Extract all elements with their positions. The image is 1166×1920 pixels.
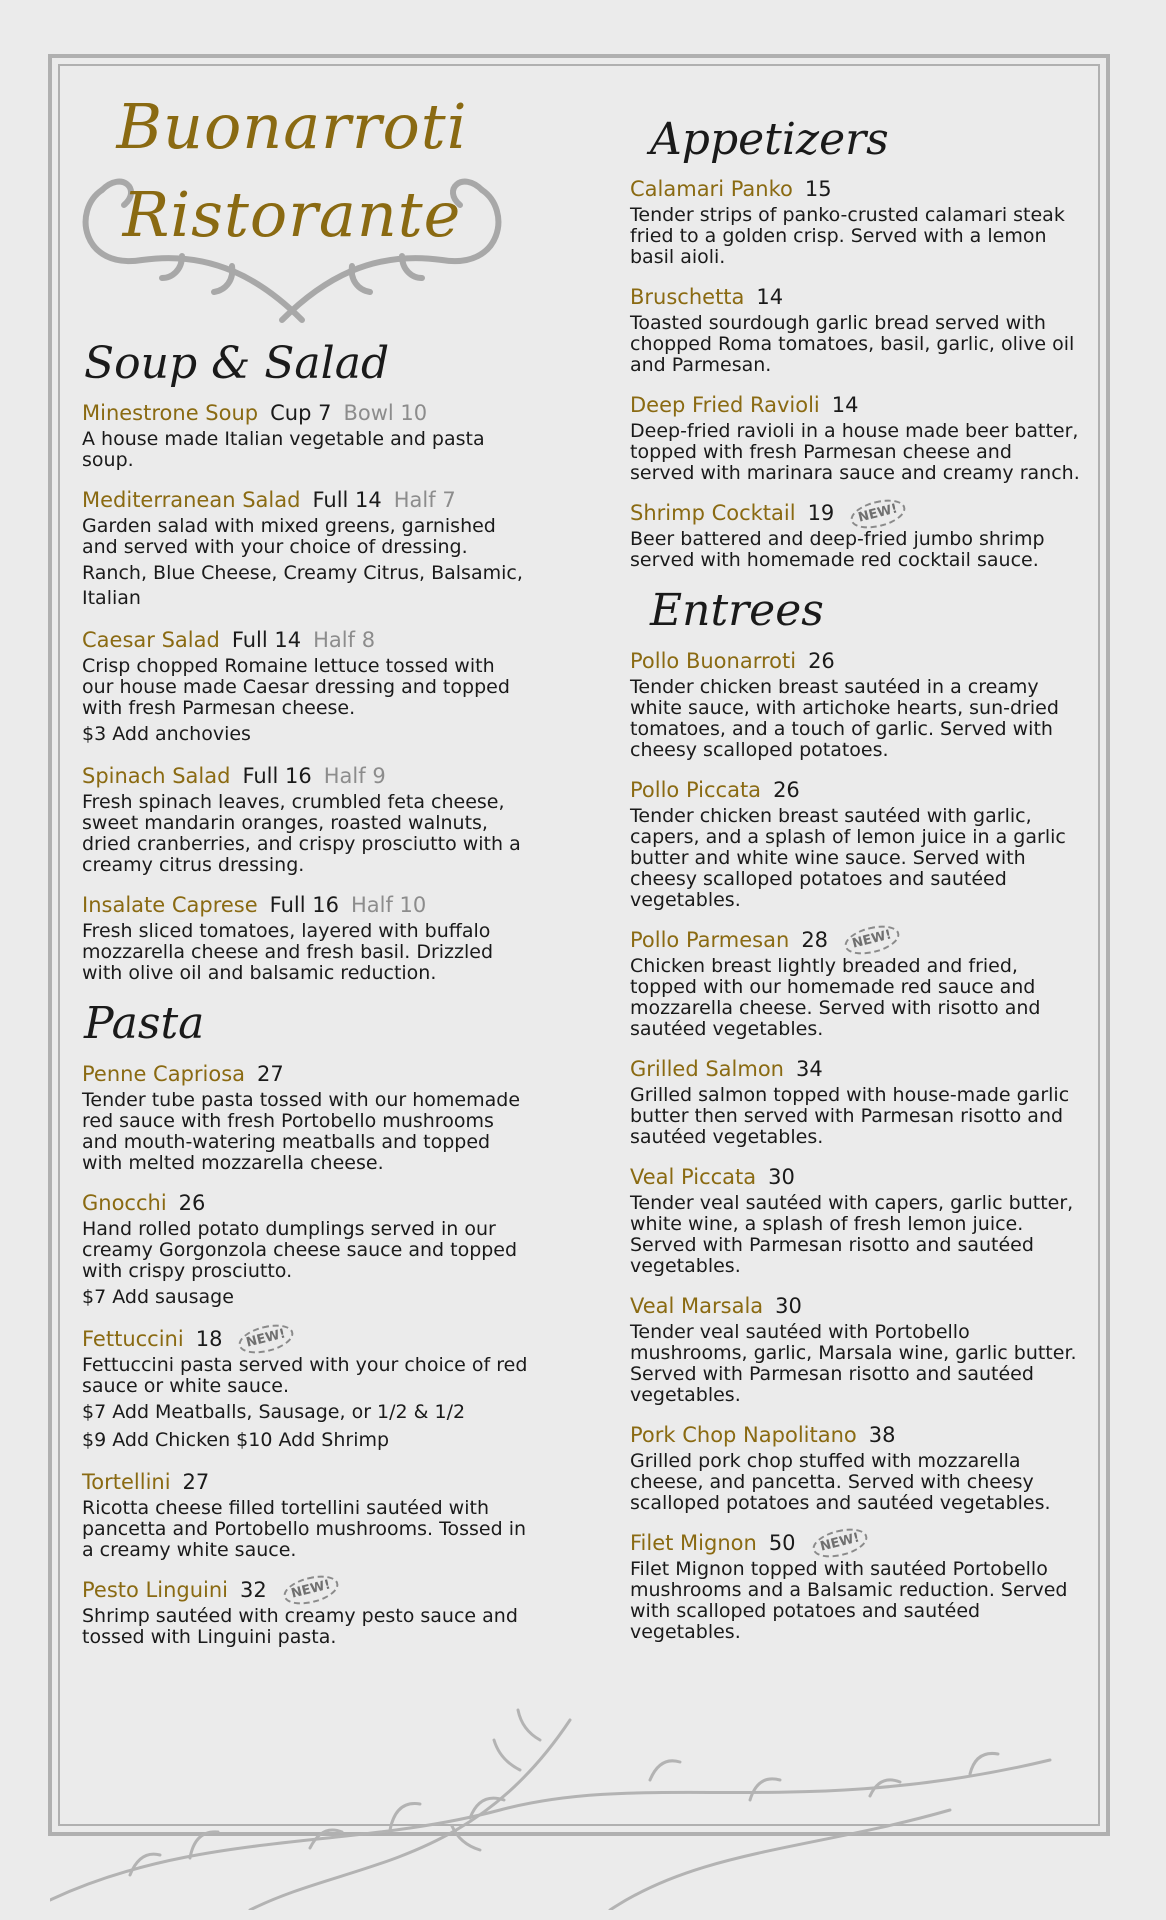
item-name: Deep Fried Ravioli [630, 393, 820, 418]
item-price: 27 [182, 1469, 210, 1494]
item-price: Full 16 [242, 764, 312, 789]
list-item [82, 1326, 532, 1453]
item-price: 27 [257, 1061, 284, 1086]
soup-salad-list [82, 400, 532, 984]
item-description: Shrimp sautéed with creamy pesto sauce and tossed with Linguini pasta. [82, 1604, 518, 1648]
item-price: 50 [768, 1530, 796, 1555]
list-item [82, 892, 532, 984]
item-name: Gnocchi [82, 1190, 167, 1215]
item-extra: $3 Add anchovies [82, 723, 251, 746]
item-description: Grilled pork chop stuffed with mozzarella cheese, and pancetta. Served with cheesy scalloped potatoes and sautéed vegetables. [630, 1449, 1051, 1514]
left-column [82, 90, 532, 1664]
item-description: A house made Italian vegetable and pasta soup. [82, 428, 485, 472]
item-description: Hand rolled potato dumplings served in our creamy Gorgonzola cheese sauce and topped with crispy prosciutto. [82, 1217, 518, 1282]
item-description: Tender strips of panko-crusted calamari steak fried to a golden crisp. Served with a lemon basil aioli. [630, 204, 1065, 269]
item-price: Full 14 [312, 488, 382, 513]
item-description: Filet Mignon topped with sautéed Portobello mushrooms and a Balsamic reduction. Served with scalloped potatoes and sautéed vegetables. [630, 1557, 1068, 1643]
list-item [82, 400, 532, 471]
item-description: Tender veal sautéed with capers, garlic butter, white wine, a splash of fresh lemon juice. Served with Parmesan risotto and sautéed vegetables. [630, 1191, 1074, 1277]
item-name: Caesar Salad [82, 628, 220, 653]
new-badge: NEW! [236, 1320, 297, 1359]
item-description: Grilled salmon topped with house-made garlic butter then served with Parmesan risotto and sautéed vegetables. [630, 1083, 1070, 1148]
list-item [82, 1190, 532, 1310]
item-price-secondary: Half 7 [393, 488, 456, 513]
item-name: Minestrone Soup [82, 401, 259, 426]
item-price-secondary: Half 9 [323, 764, 386, 789]
item-extra: $7 Add sausage [82, 1285, 234, 1308]
item-price: 26 [773, 777, 800, 802]
list-item [82, 1577, 532, 1648]
new-badge: NEW! [842, 921, 903, 960]
item-description: Fresh spinach leaves, crumbled feta cheese, sweet mandarin oranges, roasted walnuts, dried cranberries, and crispy prosciutto with a creamy citrus dressing. [82, 791, 521, 877]
item-name: Penne Capriosa [82, 1061, 246, 1086]
item-name: Pollo Buonarroti [630, 648, 797, 673]
item-price: 28 [801, 927, 829, 952]
item-name: Pollo Parmesan [630, 927, 790, 952]
item-name: Filet Mignon [630, 1530, 757, 1555]
list-item [630, 927, 1080, 1040]
list-item [630, 284, 1080, 376]
list-item [630, 500, 1080, 571]
item-price: 30 [775, 1293, 802, 1318]
item-description: Tender chicken breast sautéed with garlic, capers, and a splash of lemon juice in a garlic butter and white wine sauce. Served with cheesy scalloped potatoes and sautéed vegetables. [630, 804, 1066, 911]
item-name: Pollo Piccata [630, 777, 762, 802]
item-name: Shrimp Cocktail [630, 501, 796, 526]
restaurant-logo [62, 90, 522, 340]
item-price: 38 [868, 1422, 896, 1447]
pasta-list [82, 1061, 532, 1648]
item-description: Toasted sourdough garlic bread served with chopped Roma tomatoes, basil, garlic, olive oil and Parmesan. [630, 312, 1075, 377]
item-name: Grilled Salmon [630, 1056, 784, 1081]
list-item [82, 487, 532, 611]
section-title-entrees: Entrees [650, 585, 824, 637]
entrees-list [630, 648, 1080, 1643]
item-price: 14 [831, 393, 859, 418]
item-name: Pesto Linguini [82, 1577, 228, 1602]
item-description: Crisp chopped Romaine lettuce tossed with our house made Caesar dressing and topped with fresh Parmesan cheese. [82, 655, 510, 720]
brand-name-line2: Ristorante [122, 178, 462, 251]
brand-name-line1: Buonarroti [116, 90, 468, 163]
section-title-appetizers: Appetizers [650, 114, 889, 165]
item-description: Tender chicken breast sautéed in a creamy white sauce, with artichoke hearts, sun-dried tomatoes, and a touch of garlic. Served with cheesy scalloped potatoes. [630, 675, 1059, 761]
item-description: Fresh sliced tomatoes, layered with buffalo mozzarella cheese and fresh basil. Drizzled with olive oil and balsamic reduction. [82, 920, 494, 985]
item-price-secondary: Half 8 [313, 628, 376, 653]
item-price: 26 [808, 648, 835, 673]
list-item [630, 777, 1080, 911]
item-description: Tender tube pasta tossed with our homemade red sauce with fresh Portobello mushrooms and mouth-watering meatballs and topped with melted mozzarella cheese. [82, 1088, 521, 1174]
list-item [630, 648, 1080, 761]
item-description: Tender veal sautéed with Portobello mushrooms, garlic, Marsala wine, garlic butter. Served with Parmesan risotto and sautéed vegetables. [630, 1320, 1077, 1406]
right-column [630, 116, 1080, 1659]
list-item [630, 1422, 1080, 1514]
section-title-soup-salad: Soup & Salad [84, 338, 390, 389]
item-price: 14 [756, 285, 784, 310]
item-description: Garden salad with mixed greens, garnished and served with your choice of dressing. [82, 515, 496, 559]
item-price: 18 [195, 1326, 223, 1351]
item-price: Full 14 [231, 628, 302, 653]
list-item [630, 392, 1080, 484]
vine-decoration-icon [50, 1700, 1110, 1910]
item-extra: $9 Add Chicken $10 Add Shrimp [82, 1428, 390, 1451]
item-price-secondary: Half 10 [350, 893, 427, 918]
item-name: Fettuccini [82, 1326, 184, 1351]
list-item [630, 1164, 1080, 1277]
item-price: 32 [240, 1577, 267, 1602]
item-name: Veal Marsala [630, 1293, 764, 1318]
item-name: Veal Piccata [630, 1164, 757, 1189]
list-item [630, 1293, 1080, 1406]
item-description: Chicken breast lightly breaded and fried, topped with our homemade red sauce and mozzarella cheese. Served with risotto and sautéed vegetables. [630, 954, 1041, 1040]
item-price: 26 [178, 1190, 206, 1215]
appetizers-list [630, 176, 1080, 571]
list-item [82, 1469, 532, 1561]
item-price: Full 16 [269, 893, 339, 918]
item-price-secondary: Bowl 10 [343, 401, 428, 426]
new-badge: NEW! [848, 494, 909, 533]
new-badge: NEW! [809, 1524, 870, 1563]
item-name: Spinach Salad [82, 764, 231, 789]
item-name: Mediterranean Salad [82, 488, 301, 513]
item-name: Bruschetta [630, 285, 745, 310]
item-price: 34 [795, 1056, 823, 1081]
new-badge: NEW! [280, 1571, 341, 1610]
item-description: Deep-fried ravioli in a house made beer batter, topped with fresh Parmesan cheese and served with marinara sauce and creamy ranch. [630, 420, 1080, 485]
item-price: Cup 7 [270, 401, 332, 426]
item-extra: Ranch, Blue Cheese, Creamy Citrus, Balsamic, Italian [82, 562, 523, 610]
item-description: Beer battered and deep-fried jumbo shrimp served with homemade red cocktail sauce. [630, 528, 1045, 572]
list-item [82, 1061, 532, 1174]
item-price: 30 [768, 1164, 795, 1189]
list-item [82, 627, 532, 747]
item-name: Insalate Caprese [82, 893, 258, 918]
section-title-pasta: Pasta [84, 998, 205, 1050]
list-item [630, 176, 1080, 268]
item-extra: $7 Add Meatballs, Sausage, or 1/2 & 1/2 [82, 1400, 466, 1423]
list-item [82, 763, 532, 876]
item-description: Ricotta cheese filled tortellini sautéed with pancetta and Portobello mushrooms. Tossed in a creamy white sauce. [82, 1496, 527, 1561]
item-description: Fettuccini pasta served with your choice of red sauce or white sauce. [82, 1353, 528, 1397]
item-price: 19 [807, 501, 835, 526]
item-name: Calamari Panko [630, 177, 793, 202]
item-name: Pork Chop Napolitano [630, 1422, 857, 1447]
item-name: Tortellini [82, 1469, 171, 1494]
list-item [630, 1056, 1080, 1148]
list-item [630, 1530, 1080, 1643]
item-price: 15 [804, 177, 832, 202]
